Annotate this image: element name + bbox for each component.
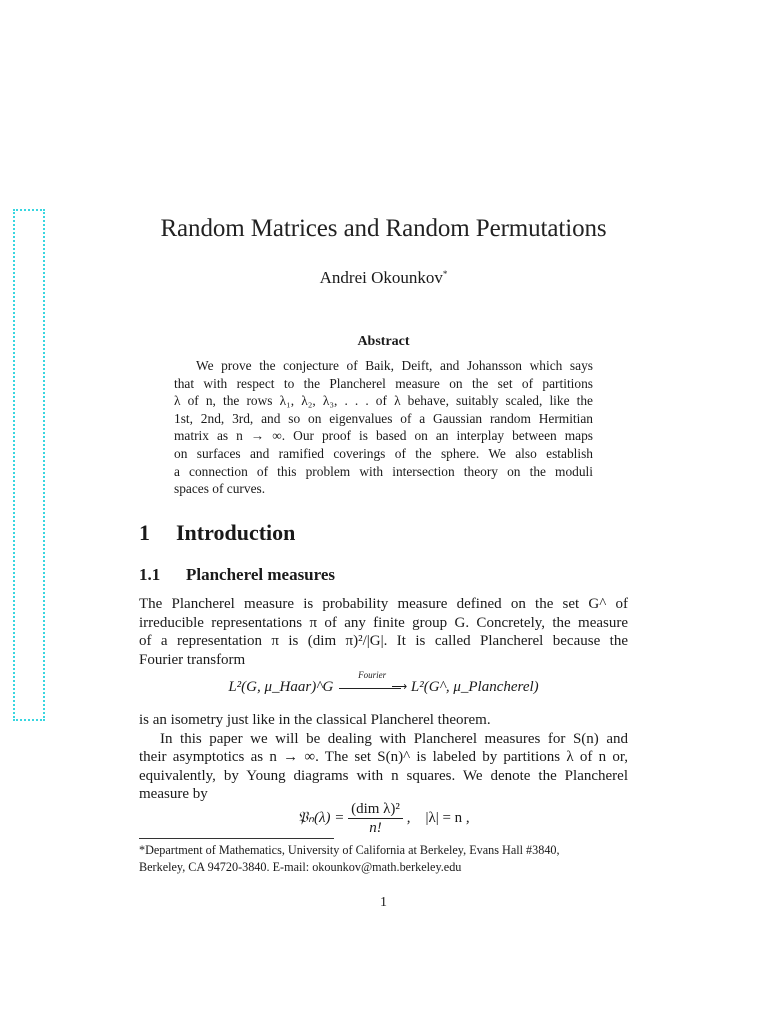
fraction-numerator: (dim λ)² <box>348 800 403 819</box>
paragraph-line: is an isometry just like in the classical Plancherel theorem. <box>139 712 491 728</box>
paragraph-line: Fourier transform <box>139 651 246 668</box>
abstract-line: We prove the conjecture of Baik, Deift, and Johansson which says <box>196 358 593 373</box>
paragraph-line: equivalently, by Young diagrams with n squares. We denote the Plancherel <box>139 767 628 784</box>
fraction <box>348 800 403 837</box>
arrow-label: Fourier <box>358 669 387 680</box>
paragraph-line: measure by <box>139 786 208 802</box>
equation-rhs: , |λ| = n , <box>406 809 470 826</box>
page-number: 1 <box>380 895 387 910</box>
abstract-line: that with respect to the Plancherel measure on the set of partitions <box>174 375 593 391</box>
abstract-line: spaces of curves. <box>174 481 266 497</box>
equation-lhs: 𝔓ₙ(λ) = <box>297 809 345 826</box>
abstract-text <box>174 357 593 498</box>
section-title: Introduction <box>176 520 296 545</box>
margin-frame <box>13 209 45 721</box>
paragraph-line: The Plancherel measure is probability measure defined on the set G^ of <box>139 596 628 612</box>
subsection-number: 1.1 <box>139 565 161 584</box>
paper-title: Random Matrices and Random Permutations <box>160 215 607 242</box>
fourier-arrow <box>337 669 408 695</box>
paragraph-line: irreducible representations π of any finite group G. Concretely, the measure <box>139 614 628 631</box>
footnote-line: *Department of Mathematics, University of California at Berkeley, Evans Hall #3840, <box>139 843 560 857</box>
abstract-line: on surfaces and ramified coverings of the sphere. We also establish <box>174 445 593 461</box>
footnote-line: Berkeley, CA 94720-3840. E-mail: okounkov@math.berkeley.edu <box>139 860 462 874</box>
section-heading <box>139 520 295 546</box>
abstract-line: 1st, 2nd, 3rd, and so on eigenvalues of a Gaussian random Hermitian <box>174 410 593 426</box>
paragraph-line: their asymptotics as n → ∞. The set S(n)^ is labeled by partitions λ of n or, <box>139 749 628 765</box>
paragraph-1 <box>139 595 628 669</box>
subsection-heading <box>139 565 335 585</box>
plancherel-equation <box>139 800 628 837</box>
arrow-head-icon: ⟶ <box>391 680 408 693</box>
section-number: 1 <box>139 520 150 545</box>
abstract-line: matrix as n → ∞. Our proof is based on an interplay between maps <box>174 428 593 444</box>
author-name: Andrei Okounkov <box>319 268 443 287</box>
footnote <box>139 842 628 876</box>
paragraph-line: In this paper we will be dealing with Plancherel measures for S(n) and <box>160 730 628 747</box>
footnote-rule <box>139 838 334 839</box>
equation-left: L²(G, μ_Haar)^G <box>228 679 334 695</box>
author-line <box>139 268 628 288</box>
fourier-equation <box>139 669 628 696</box>
equation-right: L²(G^, μ_Plancherel) <box>410 679 539 695</box>
abstract-line: a connection of this problem with intersection theory on the moduli <box>174 463 593 479</box>
fraction-denominator: n! <box>369 820 382 836</box>
author-footnote-mark: * <box>442 269 448 279</box>
abstract-heading: Abstract <box>357 334 410 349</box>
abstract-line: λ of n, the rows λ₁, λ₂, λ₃, . . . of λ behave, suitably scaled, like the <box>174 393 593 409</box>
paragraph-2 <box>139 711 628 804</box>
paragraph-line: of a representation π is (dim π)²/|G|. It is called Plancherel because the <box>139 633 628 649</box>
subsection-title: Plancherel measures <box>186 565 336 584</box>
paper-page <box>139 0 628 1024</box>
